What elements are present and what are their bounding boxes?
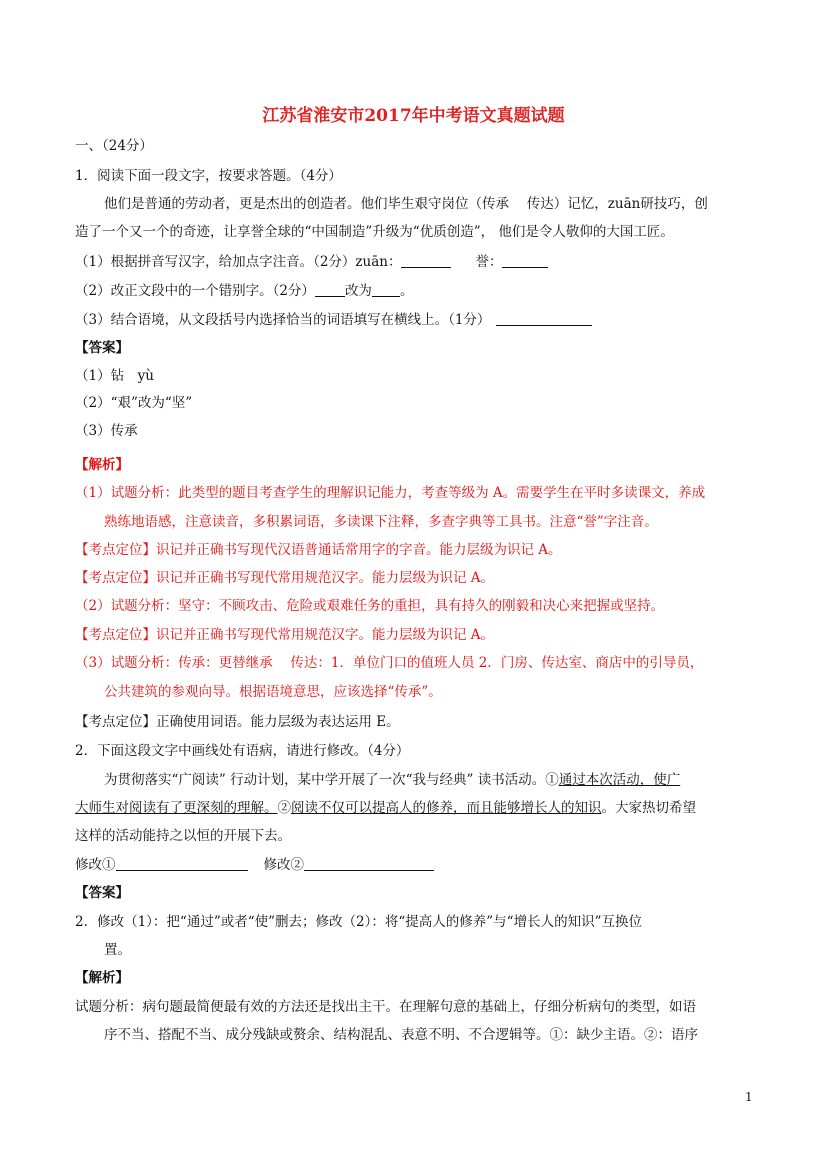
answer-blank[interactable]	[315, 282, 345, 297]
revision-2-label: 修改②	[263, 857, 304, 873]
answer-blank[interactable]	[496, 311, 592, 326]
question-1-sub-2	[75, 281, 413, 301]
analysis-1-line-1: （1）试题分析：此类型的题目考查学生的理解识记能力，考查等级为 A。需要学生在平时多读课文，养成	[75, 485, 706, 501]
answer-2-line-1: 2．修改（1）：把“通过”或者“使”删去；修改（2）：将“提高人的修养”与“增长人的知识”互换位	[75, 914, 642, 930]
analysis-label-2: 【解析】	[75, 970, 129, 986]
answer-2-line-2: 置。	[104, 942, 131, 958]
passage-text: 。大家热切希望	[601, 800, 696, 816]
question-1-sub-1	[75, 252, 548, 272]
answer-blank[interactable]	[401, 253, 451, 268]
key-point-2: 【考点定位】识记并正确书写现代常用规范汉字。能力层级为识记 A。	[75, 570, 495, 586]
question-2-passage-line-2	[75, 798, 696, 818]
answer-line-2: （2）“艰”改为“坚”	[75, 395, 193, 411]
revision-1-blank[interactable]	[116, 856, 248, 871]
answer-label-2: 【答案】	[75, 885, 129, 901]
revision-1-label: 修改①	[75, 857, 116, 873]
section-heading: 一、（24分）	[75, 138, 153, 154]
analysis-q2-line-2: 序不当、搭配不当、成分残缺或赘余、结构混乱、表意不明、不合逻辑等。①：缺少主语。②：语序	[104, 1027, 698, 1043]
sub-3-text: （3）结合语境，从文段括号内选择恰当的词语填写在横线上。（1分）	[75, 312, 491, 328]
circle-2-marker: ②	[277, 800, 291, 816]
question-2-passage-line-3: 这样的活动能持之以恒的开展下去。	[75, 828, 291, 844]
answer-label: 【答案】	[75, 340, 129, 356]
underlined-sentence-2: 阅读不仅可以提高人的修养，而且能够增长人的知识	[291, 800, 602, 816]
question-1-passage-line-2: 造了一个又一个的奇迹，让享誉全球的“中国制造”升级为“优质创造”， 他们是令人敬仰的大国工匠。	[75, 224, 674, 240]
analysis-q2-line-1: 试题分析：病句题最简便最有效的方法还是找出主干。在理解句意的基础上，仔细分析病句的类型，如语	[75, 999, 696, 1015]
answer-blank[interactable]	[372, 282, 400, 297]
key-point-1: 【考点定位】识记并正确书写现代汉语普通话常用字的字音。能力层级为识记 A。	[75, 542, 562, 558]
page-title: 江苏省淮安市2017年中考语文真题试题	[262, 106, 565, 126]
analysis-label: 【解析】	[75, 457, 129, 473]
analysis-2: （2）试题分析：坚守：不顾攻击、危险或艰难任务的重担，具有持久的刚毅和决心来把握或坚持。	[75, 598, 665, 614]
analysis-1-line-2: 熟练地语感，注意读音，多积累词语，多读课下注释，多查字典等工具书。注意“誉”字注音。	[104, 514, 658, 530]
sub-1-text-b: 誉：	[475, 254, 503, 270]
answer-blank[interactable]	[502, 253, 548, 268]
underlined-sentence-1-cont: 大师生对阅读有了更深刻的理解。	[75, 800, 278, 816]
question-2-passage-line-1	[104, 770, 680, 790]
revision-line	[75, 855, 434, 875]
underlined-sentence-1: 通过本次活动，使广	[558, 772, 681, 788]
question-1-stem: 1．阅读下面一段文字，按要求答题。（4分）	[75, 168, 342, 184]
sub-1-text: （1）根据拼音写汉字，给加点字注音。（2分）zuān：	[75, 254, 402, 270]
key-point-4: 【考点定位】正确使用词语。能力层级为表达运用 E。	[75, 714, 400, 730]
page-number: 1	[745, 1090, 753, 1104]
key-point-3: 【考点定位】识记并正确书写现代常用规范汉字。能力层级为识记 A。	[75, 627, 495, 643]
sub-2-text-b: 改为	[344, 283, 372, 299]
question-1-sub-3	[75, 310, 592, 330]
sub-2-text-c: 。	[399, 283, 414, 299]
question-1-passage-line-1: 他们是普通的劳动者，更是杰出的创造者。他们毕生艰守岗位（传承 传达）记忆，zuān研技巧，创	[104, 196, 708, 212]
passage-text: 为贯彻落实“广阅读” 行动计划，某中学开展了一次“我与经典” 读书活动。①	[104, 772, 559, 788]
answer-line-1: （1）钻 yù	[75, 368, 154, 384]
sub-2-text: （2）改正文段中的一个错别字。（2分）	[75, 283, 315, 299]
analysis-3-line-2: 公共建筑的参观向导。根据语境意思，应该选择“传承”。	[104, 684, 442, 700]
question-2-stem: 2．下面这段文字中画线处有语病，请进行修改。（4分）	[75, 743, 410, 759]
analysis-3-line-1: （3）试题分析：传承：更替继承 传达：1．单位门口的值班人员 2．门房、传达室、商店中的引导员，	[75, 655, 704, 671]
revision-2-blank[interactable]	[304, 856, 434, 871]
answer-line-3: （3）传承	[75, 423, 138, 439]
